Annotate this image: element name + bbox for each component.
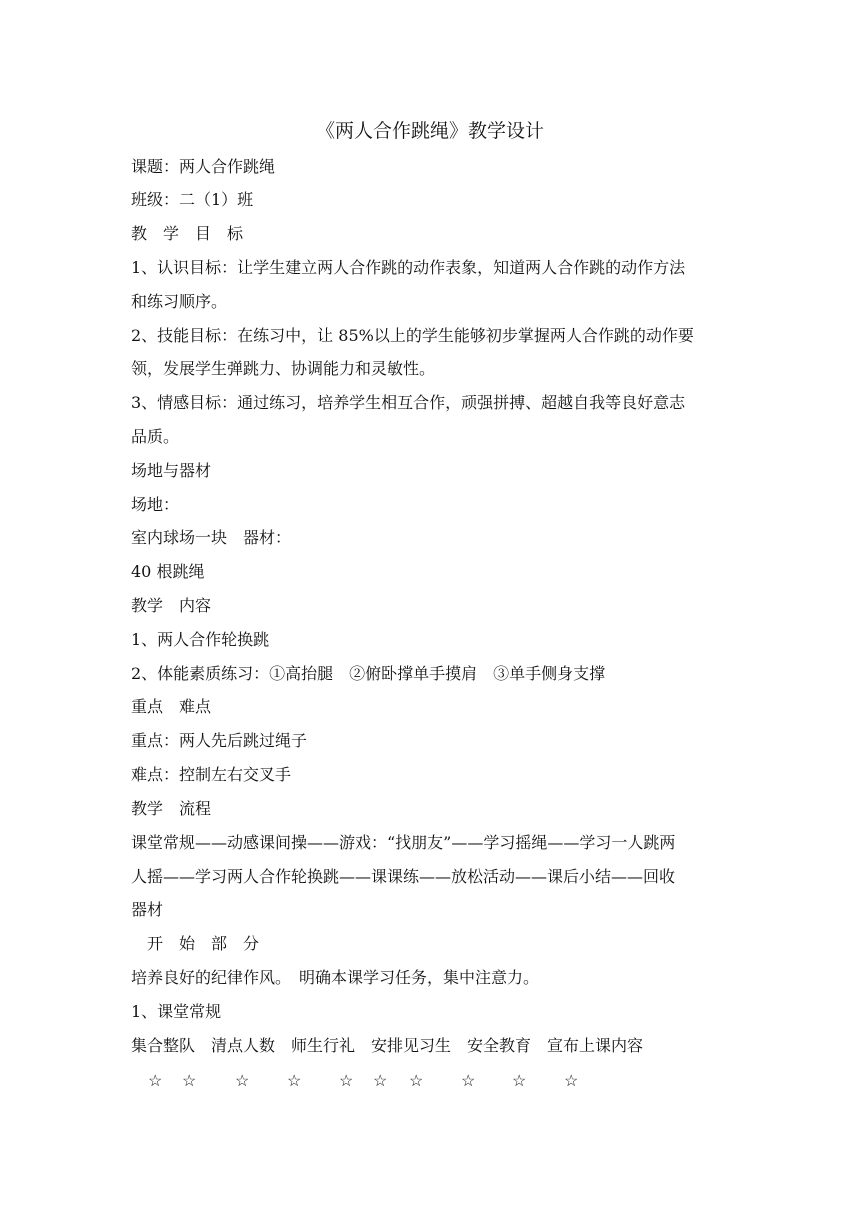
text-line: 重点 难点 (131, 697, 212, 716)
star-icon: ☆ (373, 1071, 388, 1090)
star-icon: ☆ (512, 1071, 527, 1090)
text-line: 2、技能目标：在练习中，让 85%以上的学生能够初步掌握两人合作跳的动作要 (131, 326, 694, 345)
text-line: 1、两人合作轮换跳 (131, 630, 270, 649)
text-line: 40 根跳绳 (131, 562, 205, 581)
text-line: 和练习顺序。 (131, 292, 228, 311)
text-line: 开 始 部 分 (131, 934, 260, 953)
star-row (0, 1070, 860, 1092)
star-icon: ☆ (564, 1071, 579, 1090)
text-line: 班级：二（1）班 (131, 190, 254, 209)
text-line: 人摇——学习两人合作轮换跳——课课练——放松活动——课后小结——回收 (131, 867, 676, 886)
text-line: 场地： (131, 495, 180, 514)
text-line: 集合整队 清点人数 师生行礼 安排见习生 安全教育 宣布上课内容 (131, 1036, 644, 1055)
text-line: 难点：控制左右交叉手 (131, 765, 292, 784)
text-line: 重点：两人先后跳过绳子 (131, 731, 308, 750)
text-line: 教学 流程 (131, 799, 212, 818)
text-line: 培养良好的纪律作风。 明确本课学习任务，集中注意力。 (131, 968, 540, 987)
text-line: 课题：两人合作跳绳 (131, 157, 276, 176)
star-icon: ☆ (339, 1071, 354, 1090)
text-line: 场地与器材 (131, 461, 212, 480)
star-icon: ☆ (235, 1071, 250, 1090)
document-title: 《两人合作跳绳》教学设计 (315, 120, 544, 142)
star-icon: ☆ (182, 1071, 197, 1090)
text-line: 1、认识目标：让学生建立两人合作跳的动作表象，知道两人合作跳的动作方法 (131, 258, 686, 277)
text-line: 室内球场一块 器材： (131, 528, 292, 547)
star-icon: ☆ (148, 1071, 163, 1090)
text-line: 教 学 目 标 (131, 224, 244, 243)
text-line: 3、情感目标：通过练习，培养学生相互合作，顽强拼搏、超越自我等良好意志 (131, 393, 686, 412)
text-line: 1、课堂常规 (131, 1002, 222, 1021)
text-line: 2、体能素质练习：①高抬腿 ②俯卧撑单手摸肩 ③单手侧身支撑 (131, 664, 606, 683)
text-line: 品质。 (131, 427, 180, 446)
text-line: 领，发展学生弹跳力、协调能力和灵敏性。 (131, 359, 436, 378)
star-icon: ☆ (287, 1071, 302, 1090)
star-icon: ☆ (461, 1071, 476, 1090)
text-line: 教学 内容 (131, 596, 212, 615)
star-icon: ☆ (409, 1071, 424, 1090)
text-line: 课堂常规——动感课间操——游戏：“找朋友”——学习摇绳——学习一人跳两 (131, 833, 676, 852)
text-line: 器材 (131, 900, 164, 919)
